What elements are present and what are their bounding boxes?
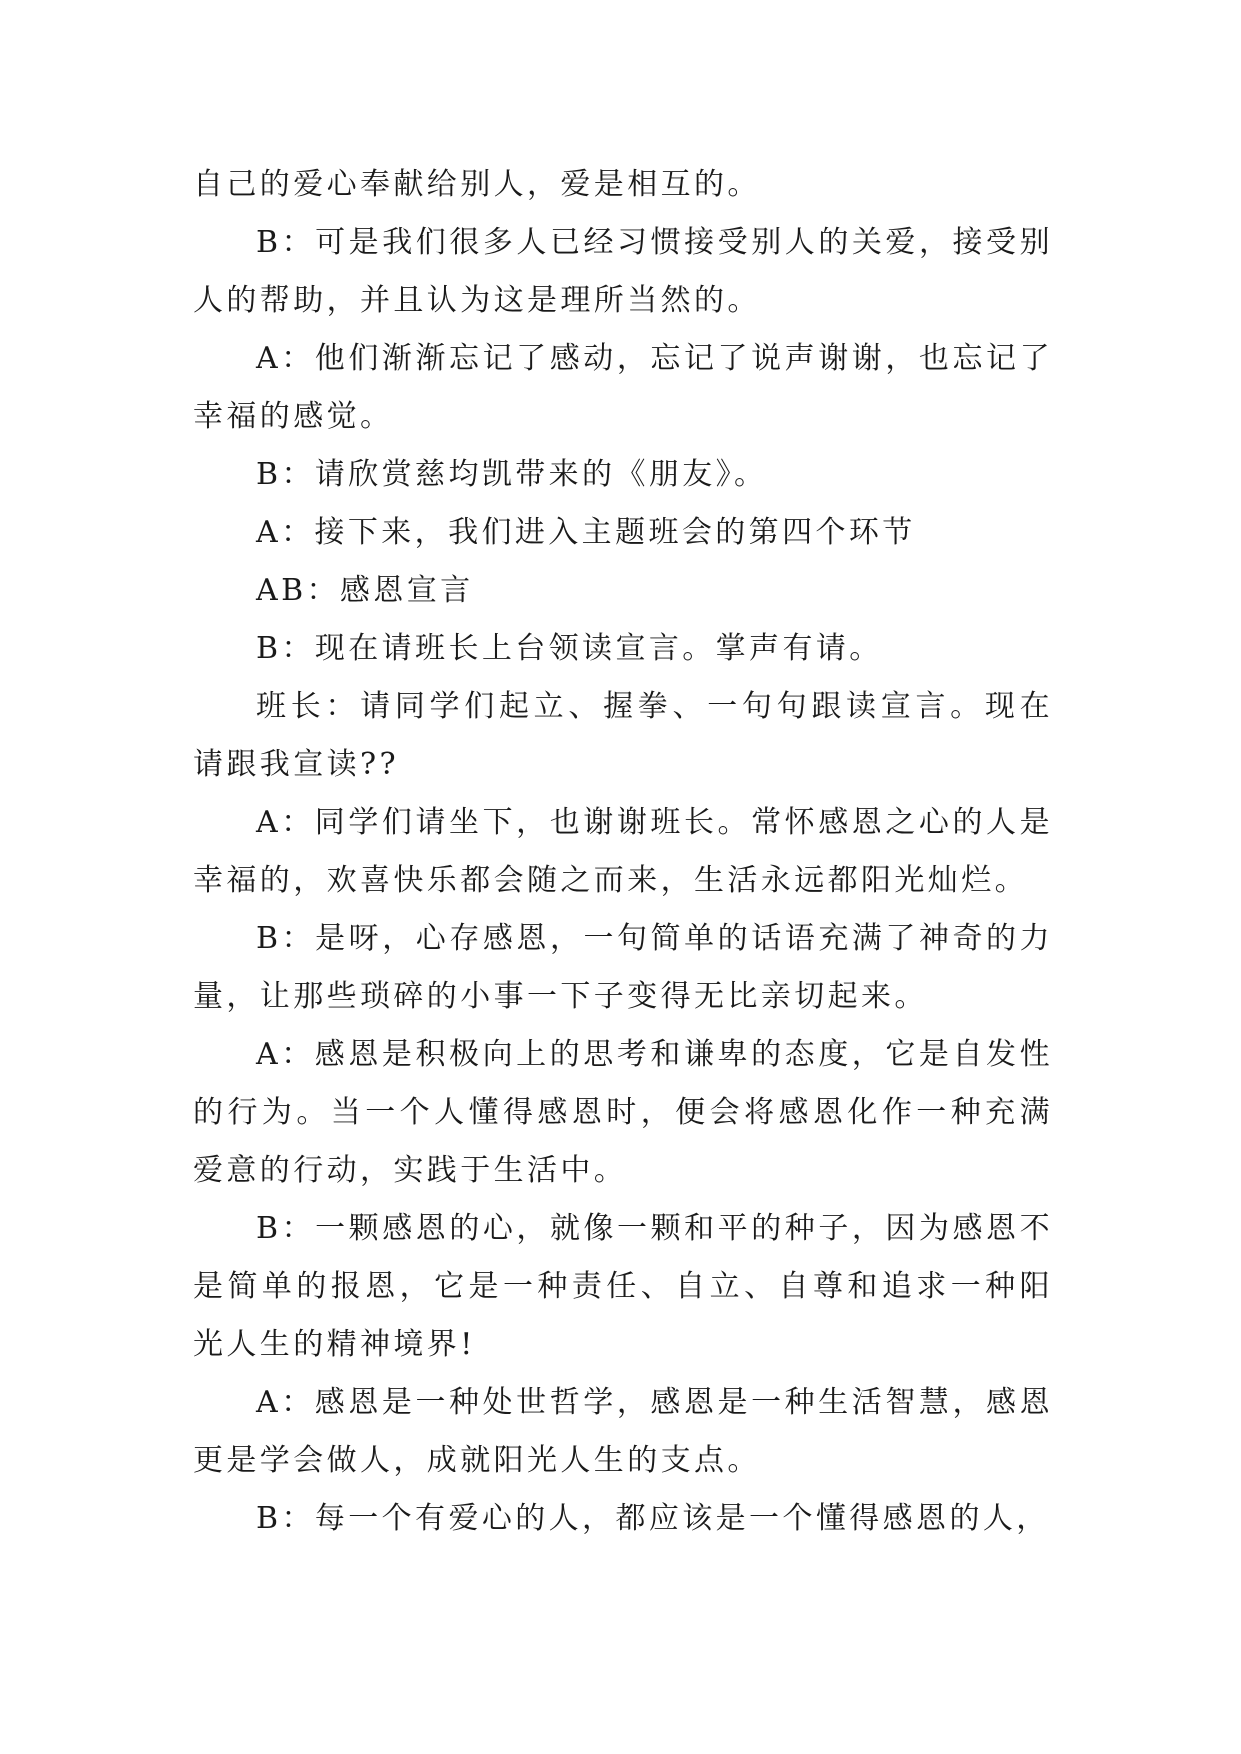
paragraph-4: B：请欣赏慈均凯带来的《朋友》。	[256, 457, 768, 492]
paragraph-8: 班长：请同学们起立、握拳、一句句跟读宣言。现在请跟我宣读??	[193, 689, 1053, 782]
paragraph-10: B：是呀，心存感恩，一句简单的话语充满了神奇的力量，让那些琐碎的小事一下子变得无比亲切起来。	[193, 921, 1053, 1014]
document-body	[193, 156, 1053, 1548]
paragraph-11: A：感恩是积极向上的思考和谦卑的态度，它是自发性的行为。当一个人懂得感恩时，便会将感恩化作一种充满爱意的行动，实践于生活中。	[193, 1037, 1053, 1188]
paragraph-12: B：一颗感恩的心，就像一颗和平的种子，因为感恩不是简单的报恩，它是一种责任、自立、自尊和追求一种阳光人生的精神境界!	[193, 1211, 1053, 1362]
paragraph-13: A：感恩是一种处世哲学，感恩是一种生活智慧，感恩更是学会做人，成就阳光人生的支点。	[193, 1385, 1053, 1478]
paragraph-2: B：可是我们很多人已经习惯接受别人的关爱，接受别人的帮助，并且认为这是理所当然的。	[193, 225, 1053, 318]
paragraph-9: A：同学们请坐下，也谢谢班长。常怀感恩之心的人是幸福的，欢喜快乐都会随之而来，生活永远都阳光灿烂。	[193, 805, 1053, 898]
paragraph-14: B：每一个有爱心的人，都应该是一个懂得感恩的人，	[256, 1501, 1050, 1536]
paragraph-6: AB：感恩宣言	[256, 573, 474, 608]
paragraph-3: A：他们渐渐忘记了感动，忘记了说声谢谢，也忘记了幸福的感觉。	[193, 341, 1053, 434]
paragraph-1: 自己的爱心奉献给别人，爱是相互的。	[193, 167, 761, 202]
paragraph-7: B：现在请班长上台领读宣言。掌声有请。	[256, 631, 883, 666]
paragraph-5: A：接下来，我们进入主题班会的第四个环节	[256, 515, 916, 550]
